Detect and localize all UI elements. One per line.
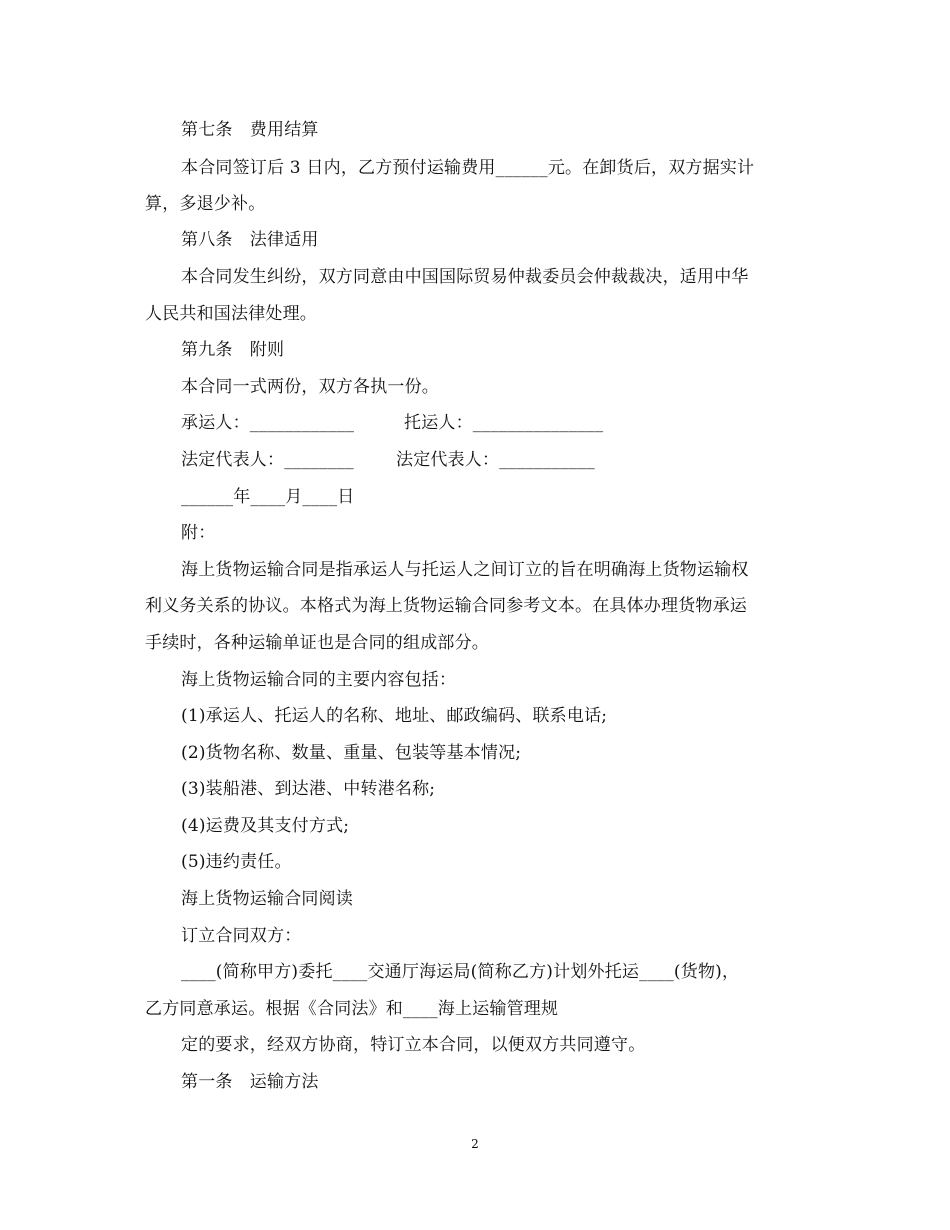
paragraph-line: 海上货物运输合同是指承运人与托运人之间订立的旨在明确海上货物运输权 bbox=[181, 560, 749, 580]
list-item: (2)货物名称、数量、重量、包装等基本情况; bbox=[181, 743, 522, 763]
carrier-signature-field: 承运人：____________ bbox=[181, 413, 355, 433]
paragraph-line: 乙方同意承运。根据《合同法》和____海上运输管理规 bbox=[145, 999, 559, 1019]
shipper-legal-rep-field: 法定代表人：___________ bbox=[396, 450, 595, 470]
appendix-label: 附： bbox=[181, 523, 216, 543]
paragraph-line: 本合同一式两份，双方各执一份。 bbox=[181, 377, 439, 397]
paragraph-line: 本合同签订后 3 日内，乙方预付运输费用______元。在卸货后，双方据实计 bbox=[181, 158, 755, 178]
page-number: 2 bbox=[471, 1137, 479, 1151]
article-1-heading: 第一条 运输方法 bbox=[181, 1072, 319, 1092]
list-item: (4)运费及其支付方式; bbox=[181, 816, 350, 836]
article-7-heading: 第七条 费用结算 bbox=[181, 120, 319, 140]
article-9-heading: 第九条 附则 bbox=[181, 340, 285, 360]
paragraph-line: 海上货物运输合同的主要内容包括： bbox=[181, 670, 457, 690]
paragraph-line: 人民共和国法律处理。 bbox=[145, 304, 317, 324]
paragraph-line: ____(简称甲方)委托____交通厅海运局(简称乙方)计划外托运____(货物)， bbox=[181, 962, 740, 982]
list-item: (1)承运人、托运人的名称、地址、邮政编码、联系电话; bbox=[181, 706, 608, 726]
carrier-legal-rep-field: 法定代表人：________ bbox=[181, 450, 354, 470]
paragraph-line: 本合同发生纠纷，双方同意由中国国际贸易仲裁委员会仲裁裁决，适用中华 bbox=[181, 267, 749, 287]
paragraph-line: 算，多退少补。 bbox=[145, 194, 266, 214]
list-item: (3)装船港、到达港、中转港名称; bbox=[181, 779, 436, 799]
paragraph-line: 手续时，各种运输单证也是合同的组成部分。 bbox=[145, 633, 489, 653]
article-8-heading: 第八条 法律适用 bbox=[181, 230, 319, 250]
date-field: ______年____月____日 bbox=[181, 487, 355, 507]
paragraph-line: 订立合同双方： bbox=[181, 926, 302, 946]
paragraph-line: 定的要求，经双方协商，特订立本合同，以便双方共同遵守。 bbox=[181, 1035, 646, 1055]
section-title: 海上货物运输合同阅读 bbox=[181, 889, 353, 909]
shipper-signature-field: 托运人：_______________ bbox=[404, 413, 604, 433]
paragraph-line: 利义务关系的协议。本格式为海上货物运输合同参考文本。在具体办理货物承运 bbox=[145, 596, 747, 616]
list-item: (5)违约责任。 bbox=[181, 852, 292, 872]
